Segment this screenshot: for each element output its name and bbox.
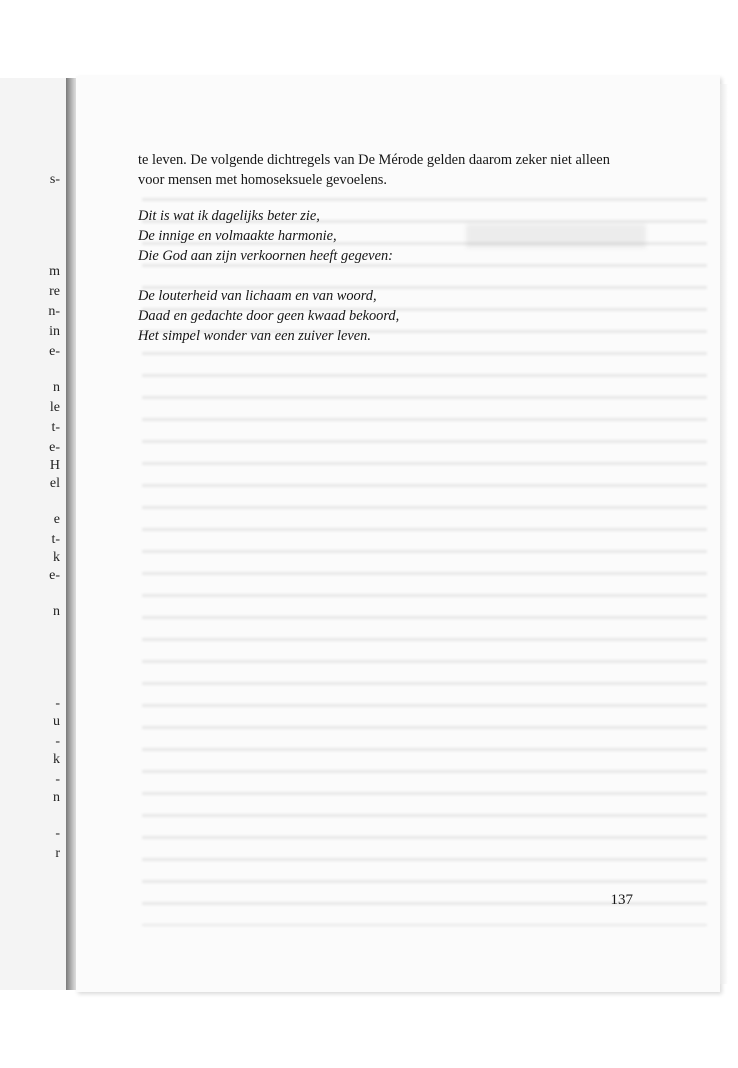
poem-line: Het simpel wonder van een zuiver leven. bbox=[138, 328, 371, 344]
poem-line: De louterheid van lichaam en van woord, bbox=[138, 288, 377, 304]
poem-line: Die God aan zijn verkoornen heeft gegeven: bbox=[138, 248, 393, 264]
left-fragment: in bbox=[49, 324, 60, 339]
left-fragment: n- bbox=[48, 304, 60, 319]
left-fragment: re bbox=[49, 284, 60, 299]
poem-line: De innige en volmaakte harmonie, bbox=[138, 228, 337, 244]
left-fragment: n bbox=[53, 604, 60, 619]
left-fragment: k bbox=[53, 752, 60, 767]
left-fragment: e bbox=[53, 512, 60, 527]
page-edge bbox=[720, 84, 728, 984]
left-fragment: e- bbox=[49, 344, 60, 359]
left-fragment: el bbox=[49, 476, 60, 491]
left-fragment: e- bbox=[49, 568, 60, 583]
left-fragment: s- bbox=[49, 172, 60, 187]
left-fragment: t- bbox=[51, 532, 60, 547]
prose-line: te leven. De volgende dichtregels van De Mérode gelden daarom zeker niet alleen bbox=[138, 152, 610, 168]
left-fragment: t- bbox=[51, 420, 60, 435]
left-fragment: k bbox=[53, 550, 60, 565]
poem-stanza-2 bbox=[138, 286, 698, 346]
left-facing-page bbox=[0, 78, 67, 990]
left-fragment: n bbox=[53, 790, 60, 805]
page-content bbox=[138, 150, 698, 346]
left-page-text-fragments bbox=[0, 78, 66, 990]
left-fragment: - bbox=[55, 772, 60, 787]
left-fragment: - bbox=[55, 734, 60, 749]
left-fragment: n bbox=[53, 380, 60, 395]
left-fragment: m bbox=[49, 264, 60, 279]
poem-line: Dit is wat ik dagelijks beter zie, bbox=[138, 208, 320, 224]
left-fragment: u bbox=[53, 714, 60, 729]
left-fragment: - bbox=[55, 826, 60, 841]
left-fragment: - bbox=[55, 696, 60, 711]
page-number: 137 bbox=[610, 892, 633, 908]
left-fragment: H bbox=[49, 458, 60, 473]
prose-paragraph bbox=[138, 150, 698, 190]
left-fragment: r bbox=[55, 846, 60, 861]
poem-line: Daad en gedachte door geen kwaad bekoord, bbox=[138, 308, 400, 324]
prose-line: voor mensen met homoseksuele gevoelens. bbox=[138, 172, 387, 188]
book-page bbox=[76, 76, 720, 992]
book-gutter bbox=[66, 78, 76, 990]
left-fragment: e- bbox=[49, 440, 60, 455]
left-fragment: le bbox=[49, 400, 60, 415]
poem-stanza-1 bbox=[138, 206, 698, 266]
